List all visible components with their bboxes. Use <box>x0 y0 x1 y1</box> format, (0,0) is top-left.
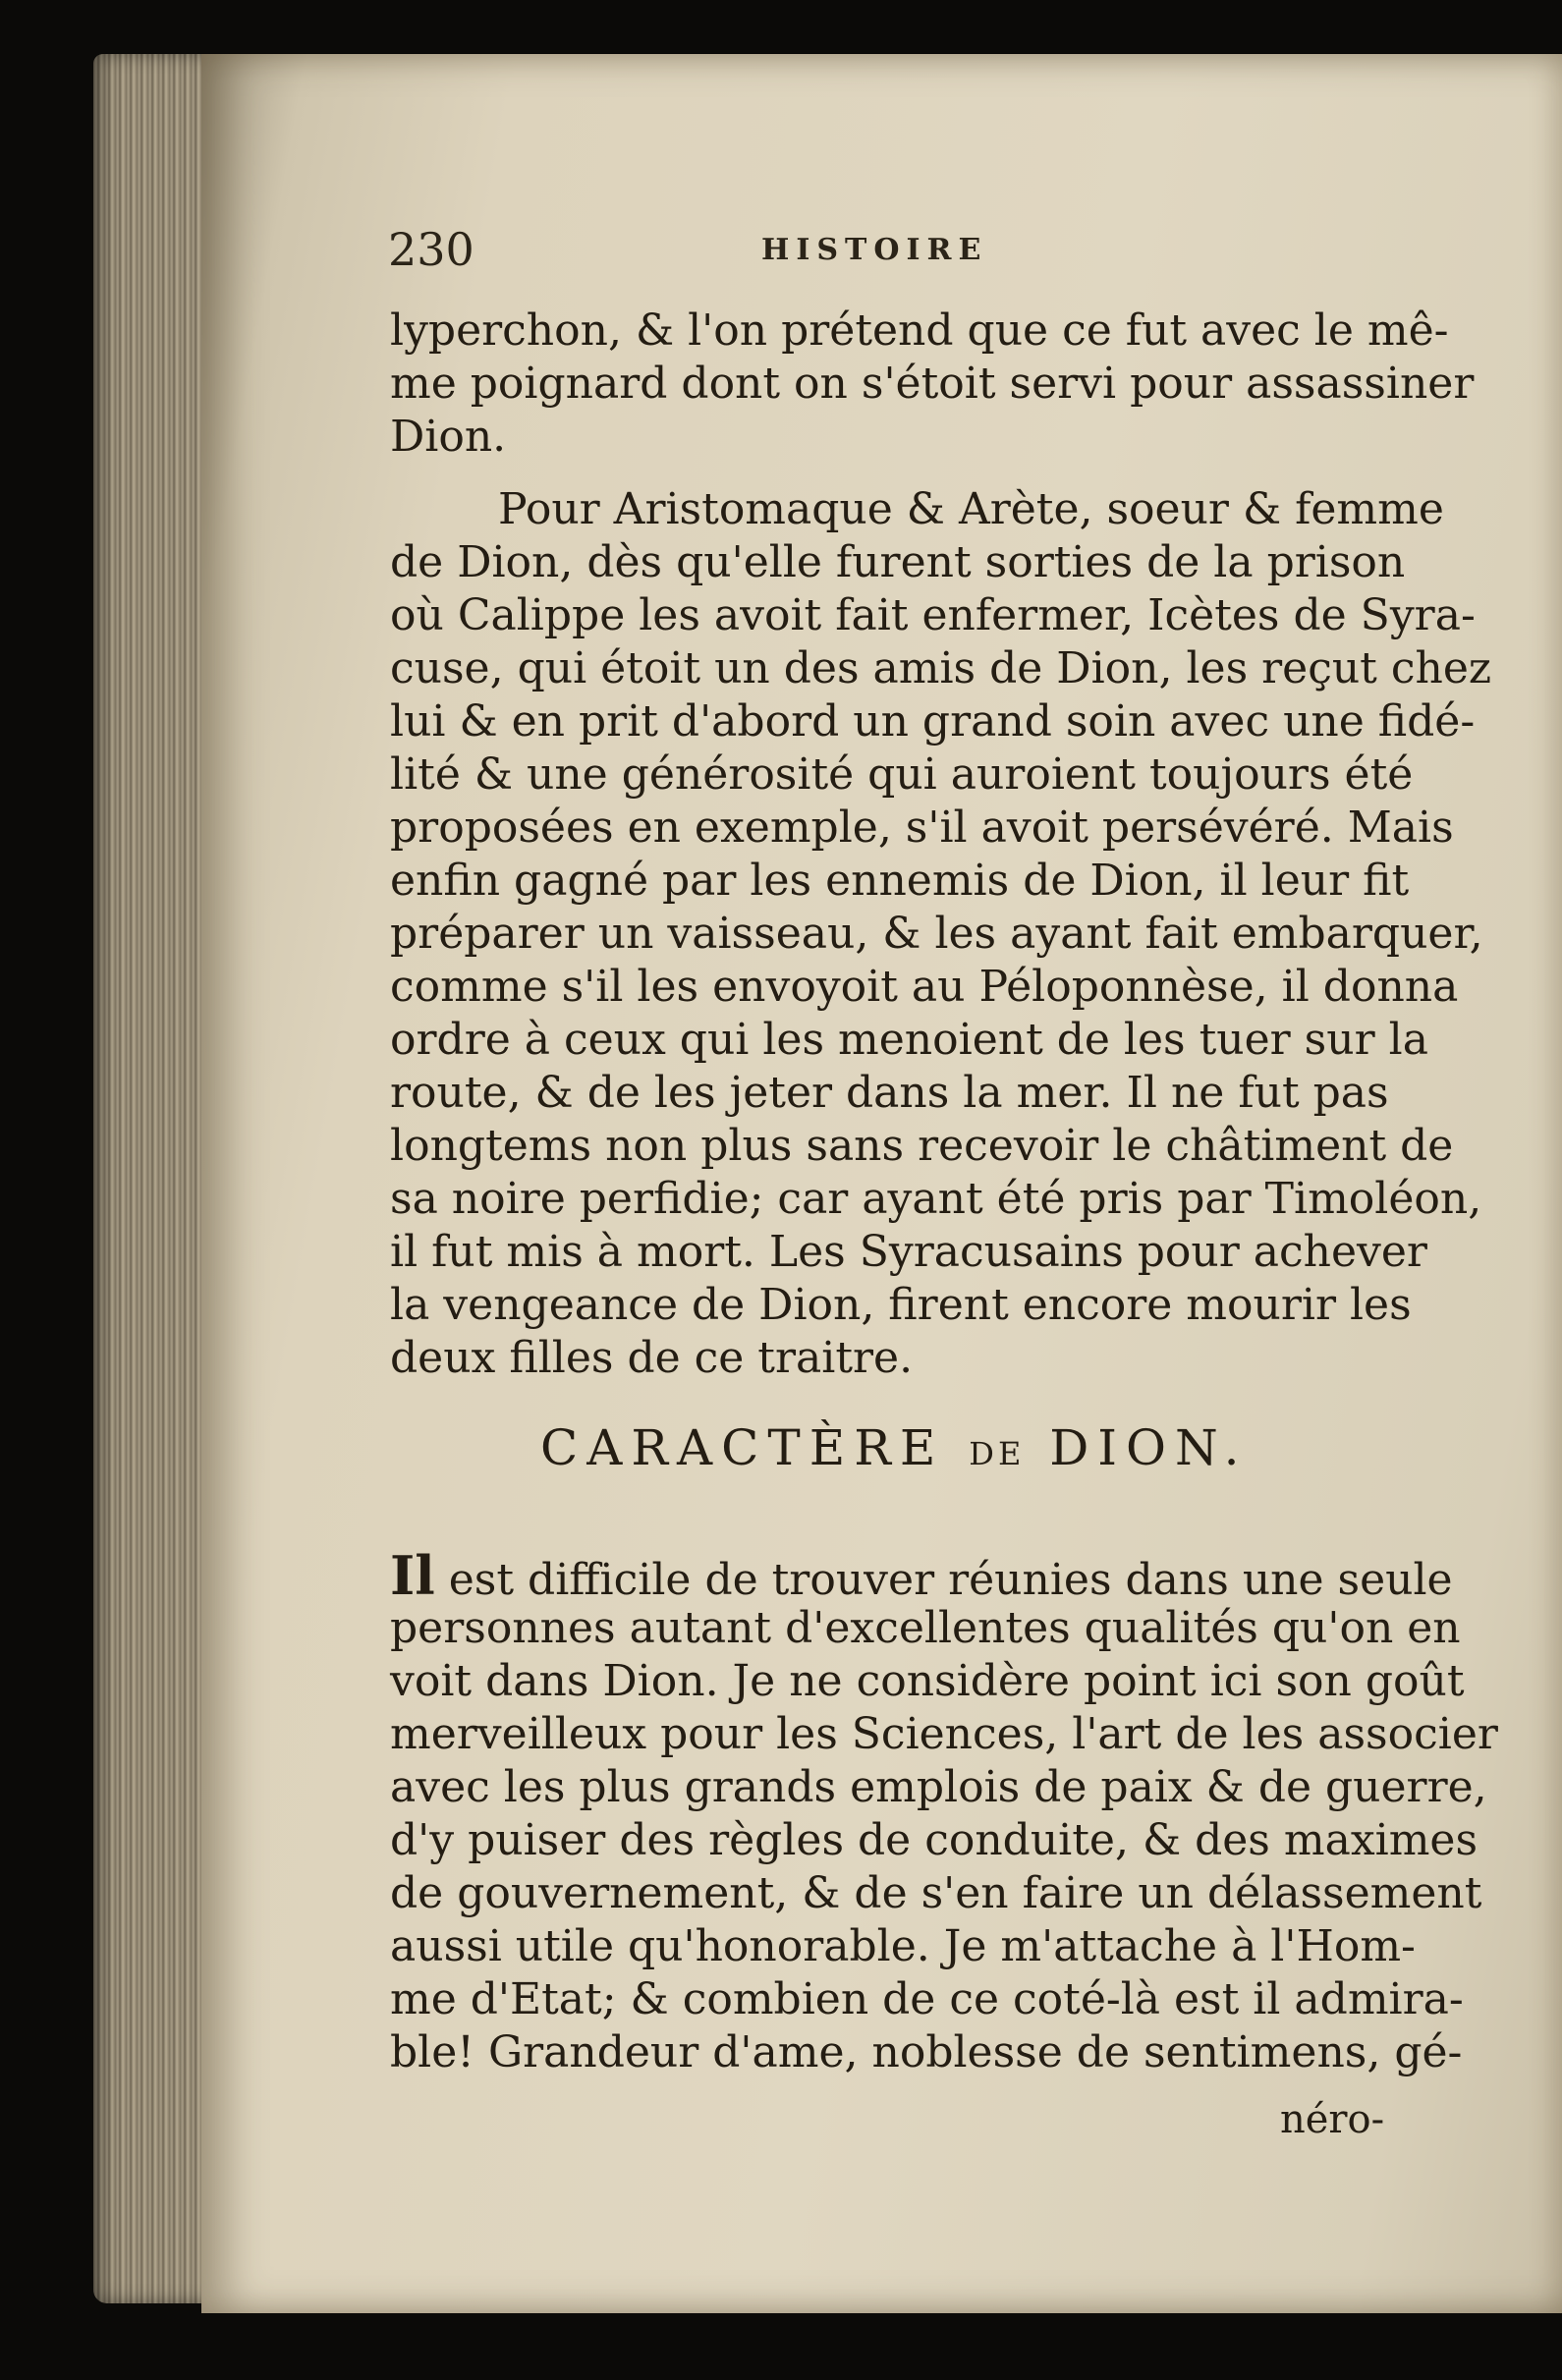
text-line: sa noire perfidie; car ayant été pris par Timoléon, <box>390 1174 1482 1224</box>
text-line: avec les plus grands emplois de paix & de guerre, <box>390 1762 1487 1812</box>
text-line: lité & une générosité qui auroient toujours été <box>390 749 1414 800</box>
text-line: de Dion, dès qu'elle furent sorties de la prison <box>390 537 1406 587</box>
text-line: voit dans Dion. Je ne considère point ici son goût <box>390 1656 1465 1706</box>
text-line: merveilleux pour les Sciences, l'art de les associer <box>390 1709 1498 1759</box>
text-line: d'y puiser des règles de conduite, & des maximes <box>390 1815 1478 1865</box>
text-line: lyperchon, & l'on prétend que ce fut avec le mê- <box>390 305 1449 356</box>
section-heading-small: DE <box>969 1435 1026 1472</box>
section-heading-name: DION. <box>1049 1419 1249 1476</box>
section-heading <box>540 1419 1248 1476</box>
text-line: préparer un vaisseau, & les ayant fait embarquer, <box>390 909 1483 959</box>
drop-cap: Il <box>390 1544 435 1607</box>
catchword: néro- <box>1280 2097 1385 2142</box>
text-line: cuse, qui étoit un des amis de Dion, les reçut chez <box>390 643 1492 693</box>
text-line: deux filles de ce traitre. <box>390 1333 914 1383</box>
text-line: proposées en exemple, s'il avoit persévéré. Mais <box>390 803 1454 853</box>
section-heading-main: CARACTÈRE <box>540 1419 945 1476</box>
text-line: Dion. <box>390 412 507 462</box>
text-line: enfin gagné par les ennemis de Dion, il leur fit <box>390 856 1410 906</box>
text-line-first <box>390 1544 1453 1607</box>
text-line: me poignard dont on s'étoit servi pour assassiner <box>390 359 1475 409</box>
page-number: 230 <box>388 223 474 276</box>
text-line: lui & en prit d'abord un grand soin avec une fidé- <box>390 696 1476 747</box>
text-line: où Calippe les avoit fait enfermer, Icètes de Syra- <box>390 590 1476 640</box>
text-line: comme s'il les envoyoit au Péloponnèse, il donna <box>390 962 1459 1012</box>
text-line: Pour Aristomaque & Arète, soeur & femme <box>498 484 1444 534</box>
text-line: personnes autant d'excellentes qualités qu'on en <box>390 1603 1461 1653</box>
page-header <box>201 223 1562 282</box>
text-line: de gouvernement, & de s'en faire un délassement <box>390 1868 1482 1918</box>
text-line: route, & de les jeter dans la mer. Il ne fut pas <box>390 1068 1389 1118</box>
text-line: aussi utile qu'honorable. Je m'attache à l'Hom- <box>390 1921 1416 1971</box>
text-line: me d'Etat; & combien de ce coté-là est il admira- <box>390 1974 1464 2024</box>
text-line: ordre à ceux qui les menoient de les tuer sur la <box>390 1015 1428 1065</box>
text-line: il fut mis à mort. Les Syracusains pour achever <box>390 1227 1427 1277</box>
running-head: HISTOIRE <box>761 233 988 267</box>
text-line: ble! Grandeur d'ame, noblesse de sentimens, gé- <box>390 2027 1463 2077</box>
text-line-rest: est difficile de trouver réunies dans une seule <box>434 1555 1453 1605</box>
text-line: la vengeance de Dion, firent encore mourir les <box>390 1280 1412 1330</box>
book-page <box>201 54 1562 2313</box>
text-line: longtems non plus sans recevoir le châtiment de <box>390 1121 1454 1171</box>
